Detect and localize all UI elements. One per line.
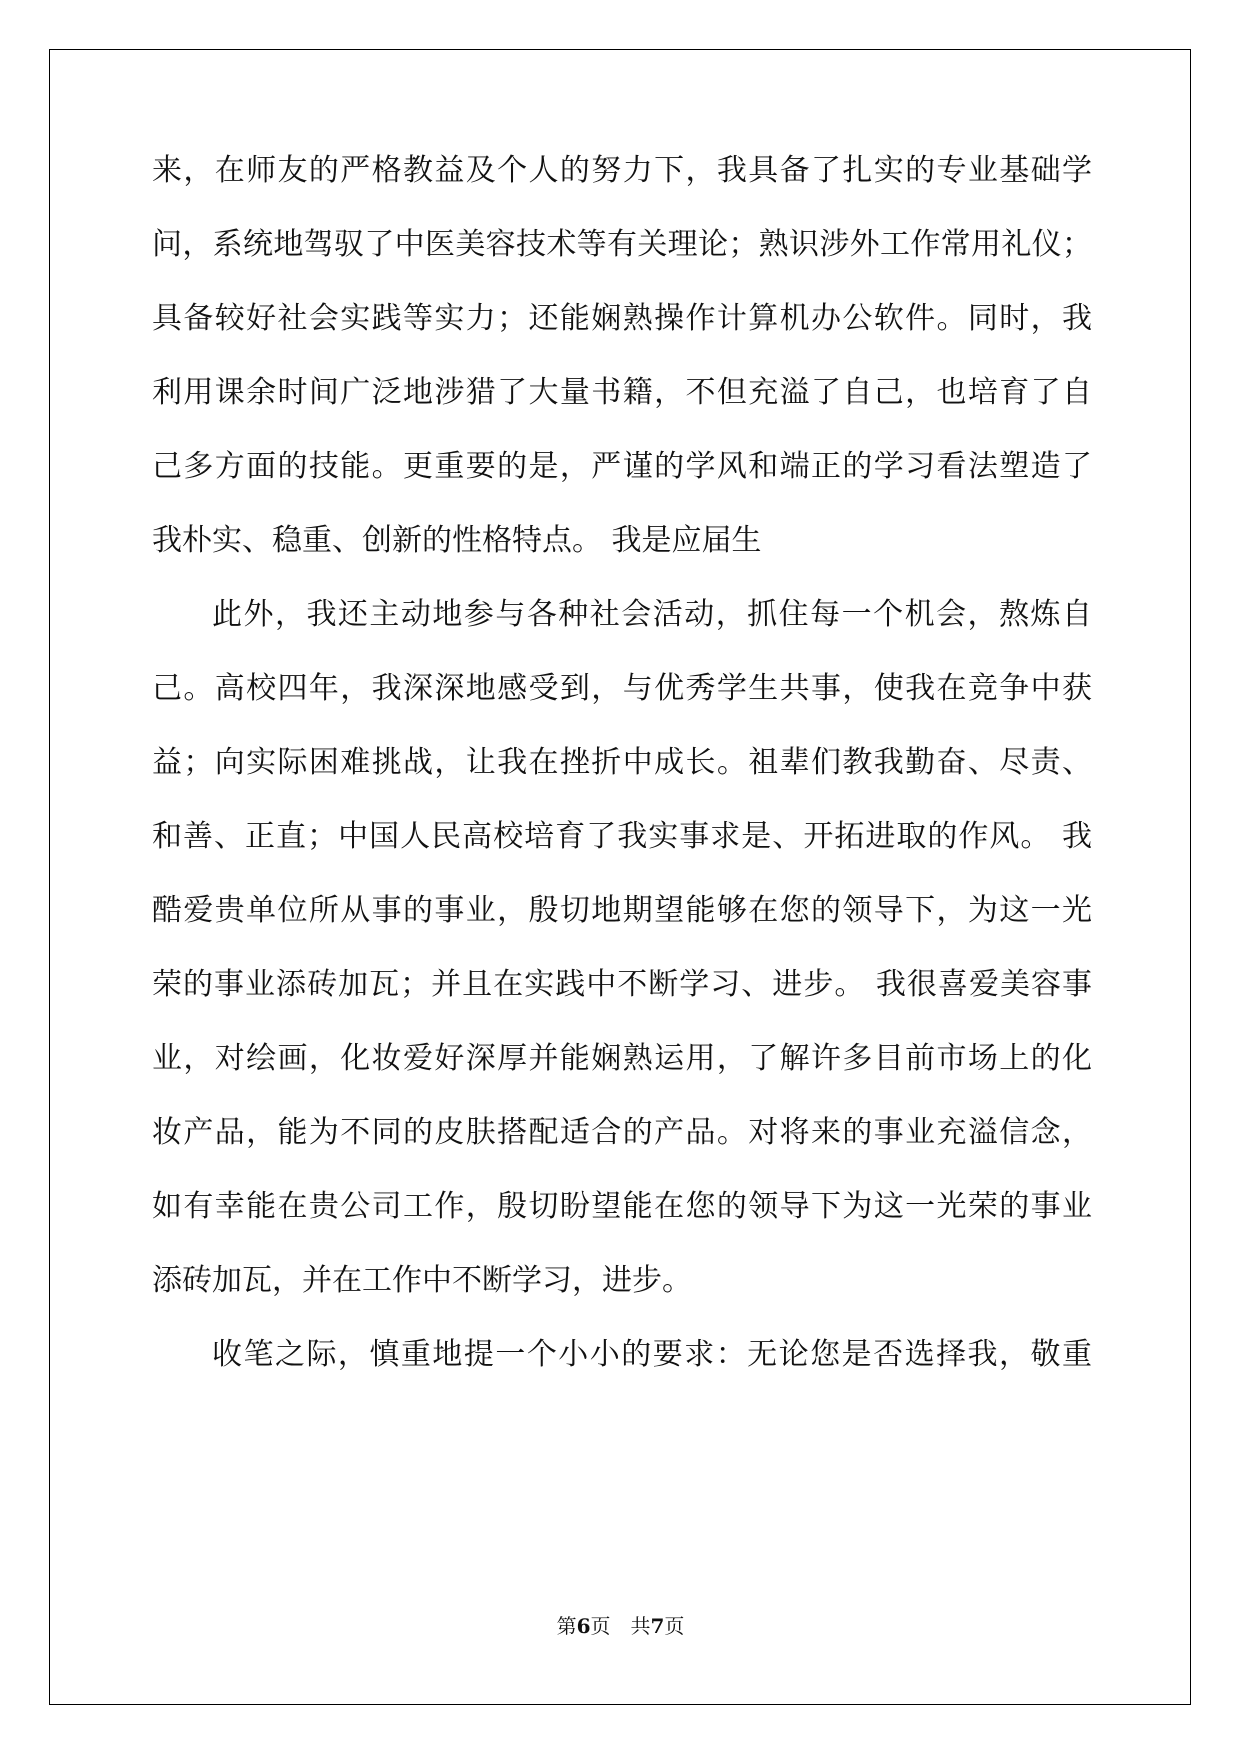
paragraph-2-line-1: 此外，我还主动地参与各种社会活动，抓住每一个机会，熬炼自 [212,597,1092,632]
paragraph-2-line-4: 和善、正直；中国人民高校培育了我实事求是、开拓进取的作风。 我 [152,819,1092,854]
paragraph-2-line-7: 业，对绘画，化妆爱好深厚并能娴熟运用，了解许多目前市场上的化 [152,1041,1092,1076]
paragraph-2-line-10: 添砖加瓦，并在工作中不断学习，进步。 [152,1263,692,1298]
paragraph-2-line-9: 如有幸能在贵公司工作，殷切盼望能在您的领导下为这一光荣的事业 [152,1189,1092,1224]
paragraph-2-line-3: 益；向实际困难挑战，让我在挫折中成长。祖辈们教我勤奋、尽责、 [152,745,1092,780]
paragraph-1-line-4: 利用课余时间广泛地涉猎了大量书籍，不但充溢了自己，也培育了自 [152,375,1092,410]
paragraph-2-line-5: 酷爱贵单位所从事的事业，殷切地期望能够在您的领导下，为这一光 [152,893,1092,928]
paragraph-1-line-2: 问，系统地驾驭了中医美容技术等有关理论；熟识涉外工作常用礼仪； [152,227,1092,262]
footer-page-suffix: 页 [664,1614,685,1638]
paragraph-2-line-8: 妆产品，能为不同的皮肤搭配适合的产品。对将来的事业充溢信念， [152,1115,1092,1150]
page-footer [0,1613,1241,1639]
paragraph-1-line-1: 来，在师友的严格教益及个人的努力下，我具备了扎实的专业基础学 [152,153,1092,188]
paragraph-2-line-2: 己。高校四年，我深深地感受到，与优秀学生共事，使我在竞争中获 [152,671,1092,706]
page-frame [49,49,1191,1705]
paragraph-3-line-1: 收笔之际，慎重地提一个小小的要求：无论您是否选择我，敬重 [212,1337,1092,1372]
paragraph-1-line-5: 己多方面的技能。更重要的是，严谨的学风和端正的学习看法塑造了 [152,449,1092,484]
paragraph-1-line-3: 具备较好社会实践等实力；还能娴熟操作计算机办公软件。同时，我 [152,301,1092,336]
paragraph-1-line-6: 我朴实、稳重、创新的性格特点。 我是应届生 [152,523,762,558]
footer-page-prefix: 第 [556,1614,577,1638]
footer-total-pages: 7 [650,1614,665,1638]
footer-current-page: 6 [576,1614,591,1638]
paragraph-2-line-6: 荣的事业添砖加瓦；并且在实践中不断学习、进步。 我很喜爱美容事 [152,967,1092,1002]
footer-page-mid: 页 共 [590,1614,651,1638]
